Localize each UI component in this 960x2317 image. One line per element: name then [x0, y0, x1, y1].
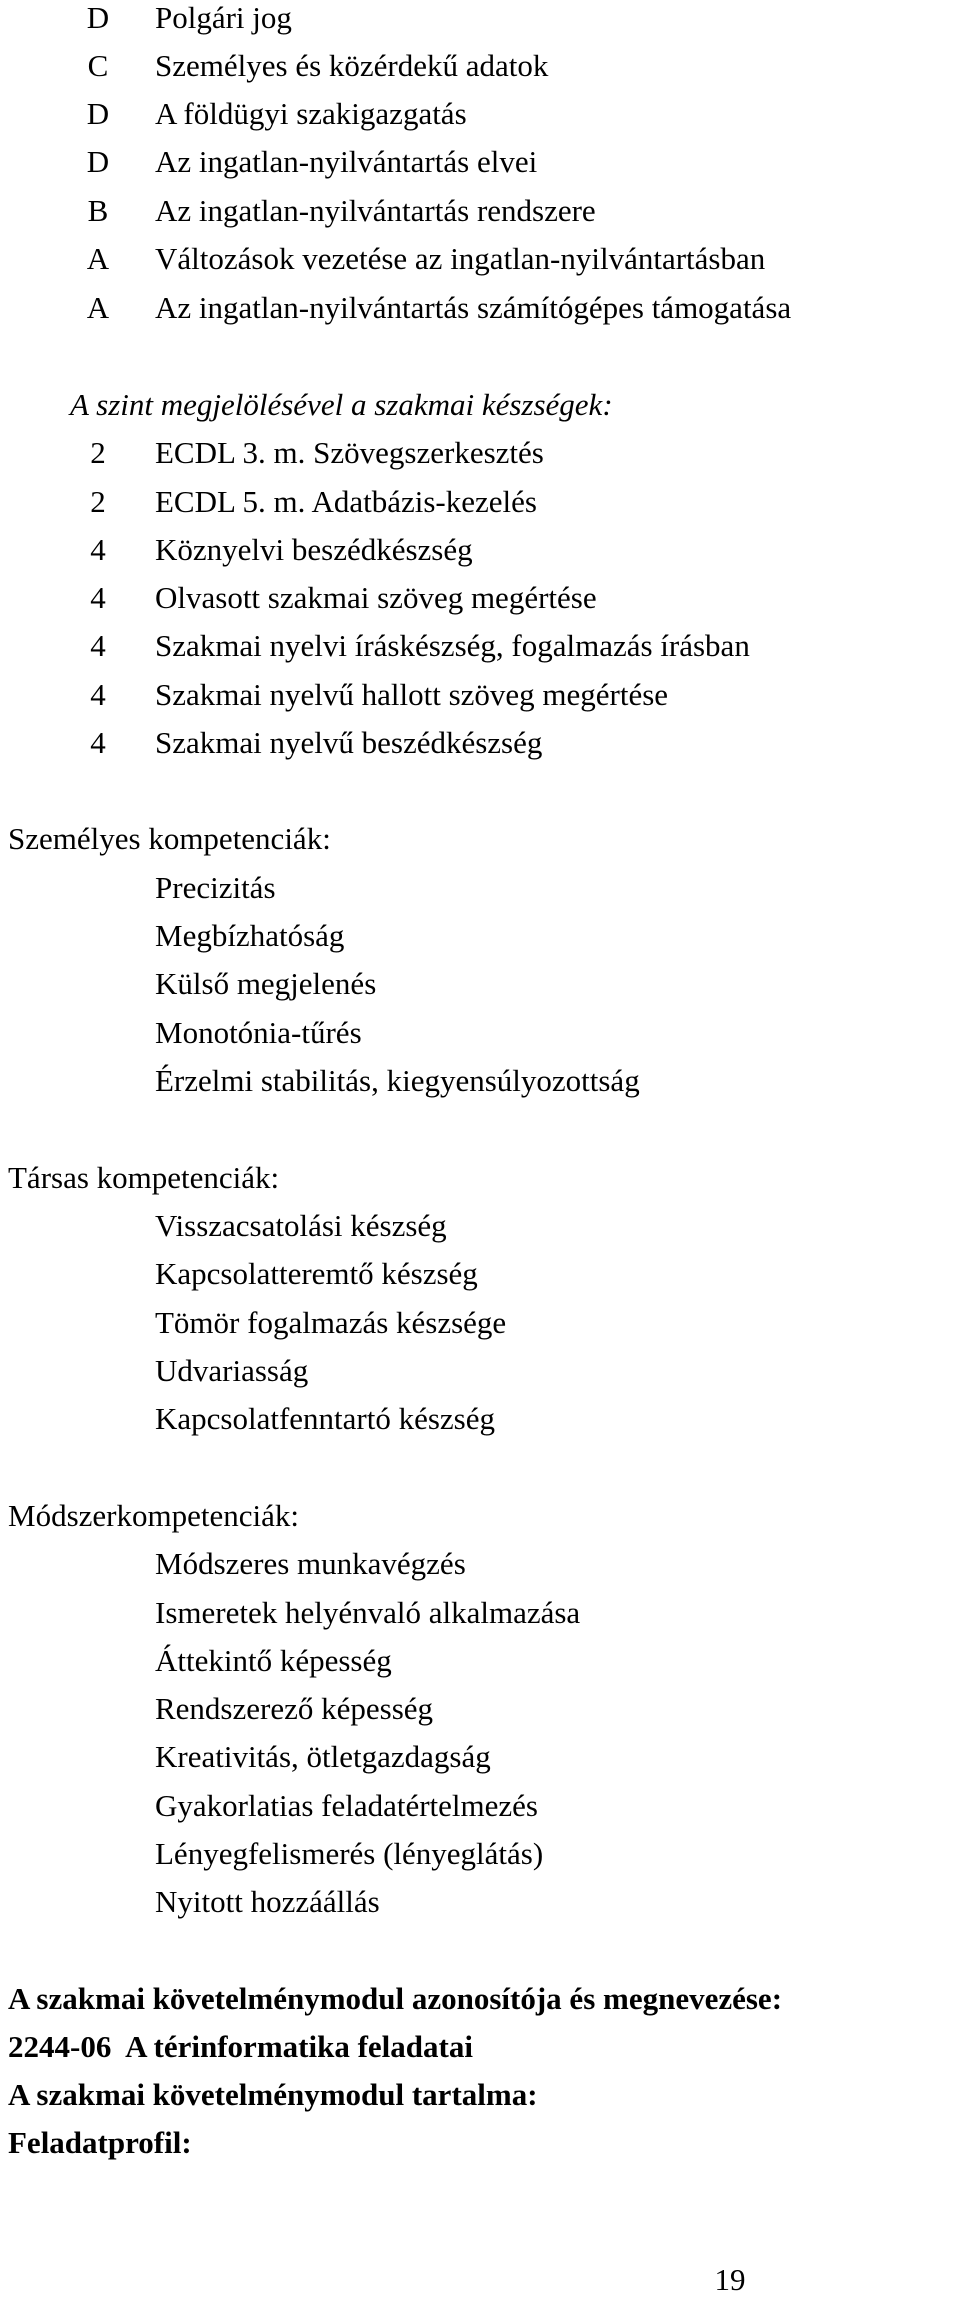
topic-label: Az ingatlan-nyilvántartás rendszere	[155, 193, 596, 228]
skill-level: 2	[90, 435, 106, 470]
module-id-label: A szakmai követelménymodul azonosítója és megnevezése:	[8, 1981, 783, 2016]
skill-label: ECDL 5. m. Adatbázis-kezelés	[155, 484, 537, 519]
skill-label: Köznyelvi beszédkészség	[155, 532, 473, 567]
topic-code: D	[86, 0, 110, 35]
personal-competency-item: Érzelmi stabilitás, kiegyensúlyozottság	[155, 1063, 640, 1098]
skill-level: 4	[90, 725, 106, 760]
method-competency-item: Módszeres munkavégzés	[155, 1546, 466, 1581]
skill-level: 4	[90, 532, 106, 567]
skill-label: Szakmai nyelvű hallott szöveg megértése	[155, 677, 669, 712]
topic-code: A	[86, 290, 110, 325]
topic-label: A földügyi szakigazgatás	[155, 96, 467, 131]
topic-code: B	[87, 193, 109, 228]
feladatprofil-label: Feladatprofil:	[8, 2125, 192, 2160]
skill-level: 4	[90, 677, 106, 712]
module-content-label: A szakmai követelménymodul tartalma:	[8, 2077, 538, 2112]
topic-code: D	[86, 144, 110, 179]
method-competency-item: Rendszerező képesség	[155, 1691, 434, 1726]
personal-competency-item: Megbízhatóság	[155, 918, 345, 953]
topic-label: Polgári jog	[155, 0, 292, 35]
skills-heading: A szint megjelölésével a szakmai készségek:	[70, 387, 613, 422]
method-competency-item: Nyitott hozzáállás	[155, 1884, 380, 1919]
topic-label: Az ingatlan-nyilvántartás számítógépes támogatása	[155, 290, 792, 325]
topic-label: Az ingatlan-nyilvántartás elvei	[155, 144, 538, 179]
social-competency-item: Kapcsolatteremtő készség	[155, 1256, 478, 1291]
method-competency-item: Kreativitás, ötletgazdagság	[155, 1739, 491, 1774]
module-id-value: 2244-06 A térinformatika feladatai	[8, 2029, 473, 2064]
topic-label: Személyes és közérdekű adatok	[155, 48, 549, 83]
personal-competency-item: Külső megjelenés	[155, 966, 377, 1001]
skill-label: Szakmai nyelvű beszédkészség	[155, 725, 543, 760]
skill-level: 4	[90, 628, 106, 663]
skill-level: 4	[90, 580, 106, 615]
personal-competency-item: Monotónia-tűrés	[155, 1015, 362, 1050]
social-competency-item: Visszacsatolási készség	[155, 1208, 447, 1243]
skill-label: Olvasott szakmai szöveg megértése	[155, 580, 597, 615]
topic-label: Változások vezetése az ingatlan-nyilvántartásban	[155, 241, 766, 276]
social-competencies-heading: Társas kompetenciák:	[8, 1160, 280, 1195]
personal-competency-item: Precizitás	[155, 870, 276, 905]
skill-label: Szakmai nyelvi íráskészség, fogalmazás írásban	[155, 628, 750, 663]
social-competency-item: Udvariasság	[155, 1353, 309, 1388]
topic-code: D	[86, 96, 110, 131]
skill-label: ECDL 3. m. Szövegszerkesztés	[155, 435, 544, 470]
topic-code: A	[86, 241, 110, 276]
method-competency-item: Ismeretek helyénvaló alkalmazása	[155, 1595, 581, 1630]
social-competency-item: Tömör fogalmazás készsége	[155, 1305, 507, 1340]
topic-code: C	[87, 48, 109, 83]
method-competencies-heading: Módszerkompetenciák:	[8, 1498, 299, 1533]
page-number: 19	[714, 2262, 746, 2297]
skill-level: 2	[90, 484, 106, 519]
method-competency-item: Lényegfelismerés (lényeglátás)	[155, 1836, 544, 1871]
social-competency-item: Kapcsolatfenntartó készség	[155, 1401, 496, 1436]
personal-competencies-heading: Személyes kompetenciák:	[8, 821, 331, 856]
method-competency-item: Áttekintő képesség	[155, 1643, 392, 1678]
method-competency-item: Gyakorlatias feladatértelmezés	[155, 1788, 538, 1823]
